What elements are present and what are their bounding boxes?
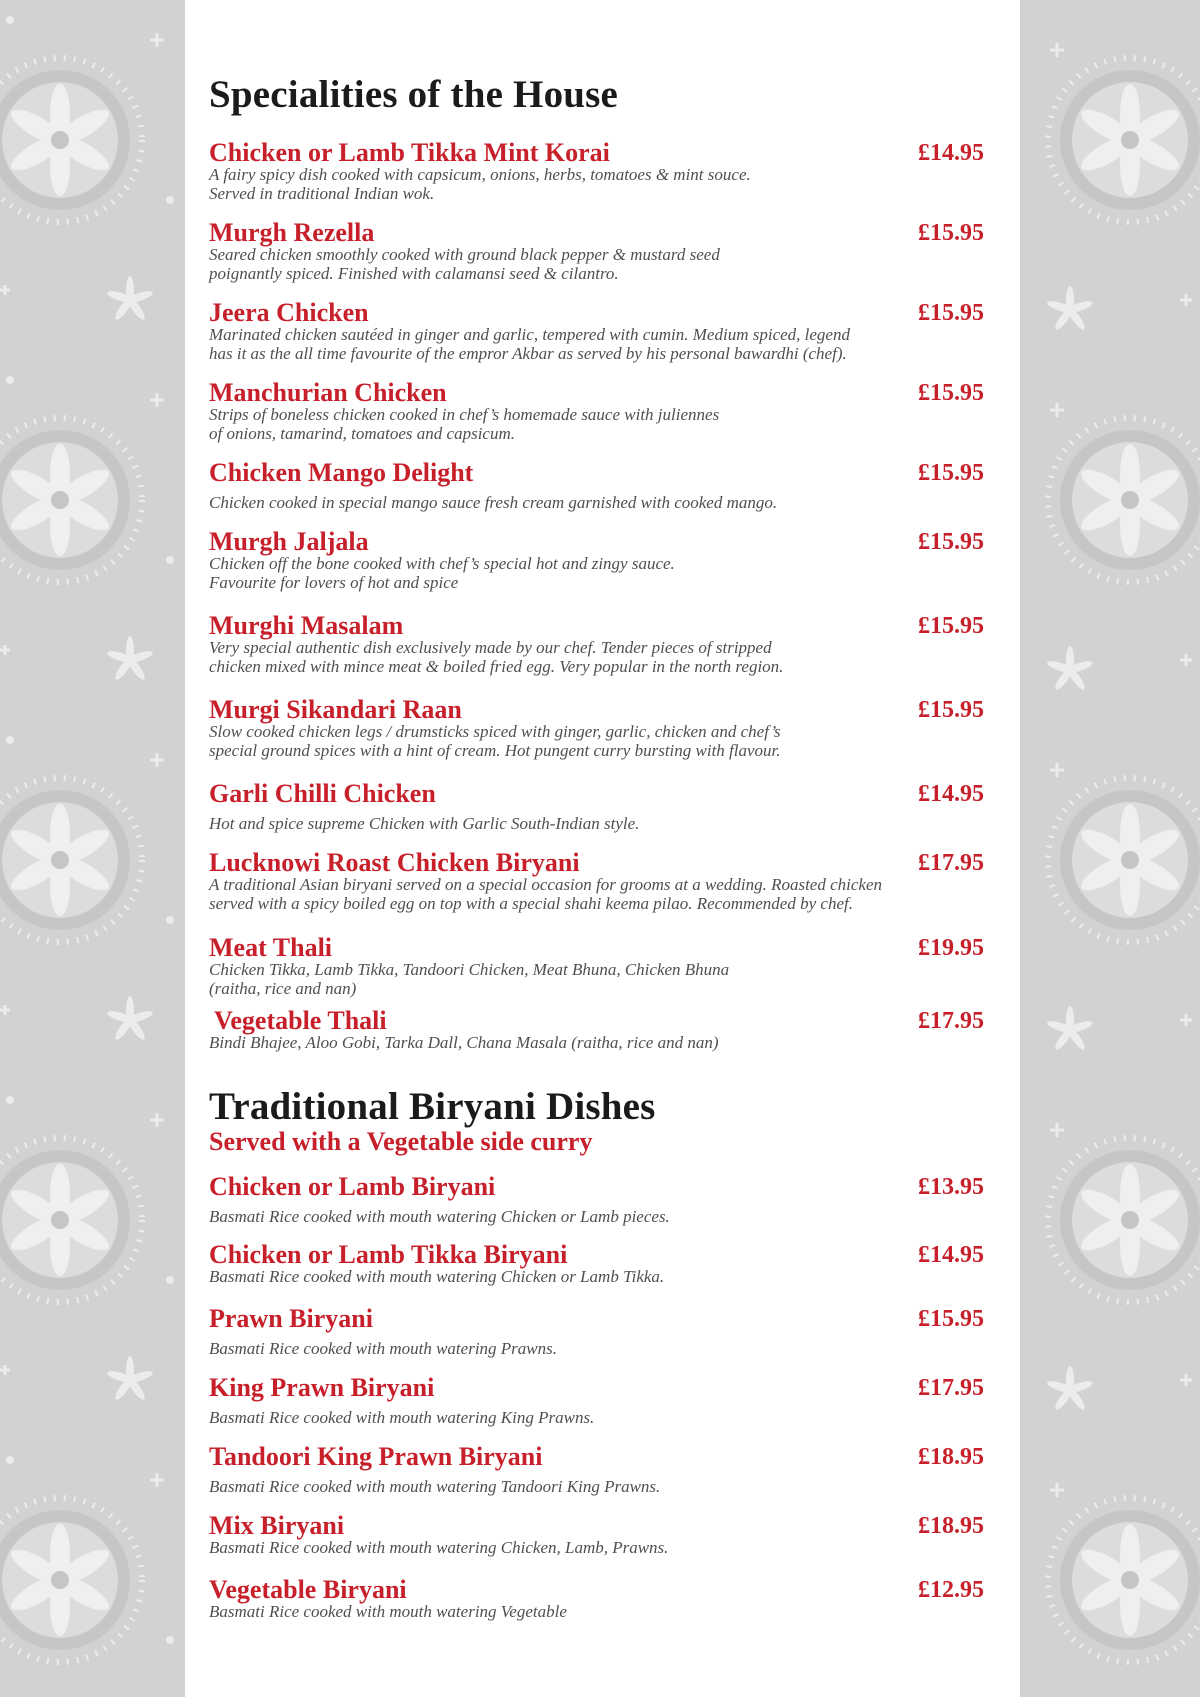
item-price: £15.95: [918, 697, 984, 723]
menu-item: [209, 1511, 984, 1557]
menu-item: [209, 1172, 984, 1226]
item-name: Chicken Mango Delight: [209, 458, 474, 487]
menu-item: [209, 527, 984, 592]
item-description: Strips of boneless chicken cooked in chef’s homemade sauce with juliennes of onions, tamarind, tomatoes and capsicum.: [209, 405, 720, 443]
item-name: Garli Chilli Chicken: [209, 779, 436, 808]
menu-item: [209, 1442, 984, 1496]
item-name: Murgi Sikandari Raan: [209, 695, 462, 724]
item-price: £15.95: [918, 300, 984, 326]
item-description: Basmati Rice cooked with mouth watering Vegetable: [209, 1602, 567, 1621]
biryani-heading: Traditional Biryani Dishes: [209, 1085, 656, 1128]
item-description: Chicken Tikka, Lamb Tikka, Tandoori Chicken, Meat Bhuna, Chicken Bhuna (raitha, rice and nan): [209, 960, 730, 998]
menu-item: [209, 779, 984, 833]
item-description: Basmati Rice cooked with mouth watering King Prawns.: [209, 1408, 595, 1427]
item-name: Tandoori King Prawn Biryani: [209, 1442, 543, 1471]
item-description: Basmati Rice cooked with mouth watering Prawns.: [209, 1339, 557, 1358]
item-price: £15.95: [918, 380, 984, 406]
item-price: £12.95: [918, 1577, 984, 1603]
item-name: Chicken or Lamb Tikka Mint Korai: [209, 138, 610, 167]
item-description: Basmati Rice cooked with mouth watering Chicken, Lamb, Prawns.: [209, 1538, 669, 1557]
menu-item: [209, 298, 984, 363]
menu-item: [209, 848, 984, 913]
menu-item: [209, 458, 984, 512]
menu-page: [185, 0, 1020, 1697]
item-name: Vegetable Thali: [214, 1006, 387, 1035]
item-price: £15.95: [918, 613, 984, 639]
item-price: £19.95: [918, 935, 984, 961]
item-price: £17.95: [918, 1375, 984, 1401]
item-price: £15.95: [918, 220, 984, 246]
item-price: £14.95: [918, 140, 984, 166]
item-description: Very special authentic dish exclusively made by our chef. Tender pieces of stripped chicken mixed with mince meat & boiled fried egg. Very popular in the north region.: [209, 638, 784, 676]
menu-item: [209, 218, 984, 283]
item-name: Manchurian Chicken: [209, 378, 447, 407]
item-price: £18.95: [918, 1513, 984, 1539]
item-name: King Prawn Biryani: [209, 1373, 435, 1402]
item-description: Hot and spice supreme Chicken with Garlic South-Indian style.: [209, 814, 640, 833]
menu-item: [209, 138, 984, 203]
item-description: Basmati Rice cooked with mouth watering Chicken or Lamb pieces.: [209, 1207, 670, 1226]
item-name: Chicken or Lamb Biryani: [209, 1172, 496, 1201]
item-description: Marinated chicken sautéed in ginger and garlic, tempered with cumin. Medium spiced, legend has it as the all time favourite of the empror Akbar as served by his personal bawardhi (chef).: [209, 325, 850, 363]
item-price: £17.95: [918, 1008, 984, 1034]
menu-item: [209, 1006, 984, 1052]
item-name: Murgh Jaljala: [209, 527, 369, 556]
item-description: Slow cooked chicken legs / drumsticks spiced with ginger, garlic, chicken and chef’s special ground spices with a hint of cream. Hot pungent curry bursting with flavour.: [209, 722, 781, 760]
menu-item: [209, 695, 984, 760]
menu-item: [209, 933, 984, 998]
item-name: Chicken or Lamb Tikka Biryani: [209, 1240, 568, 1269]
item-price: £17.95: [918, 850, 984, 876]
item-name: Mix Biryani: [209, 1511, 345, 1540]
menu-item: [209, 1373, 984, 1427]
item-description: Chicken cooked in special mango sauce fresh cream garnished with cooked mango.: [209, 493, 778, 512]
item-description: A traditional Asian biryani served on a special occasion for grooms at a wedding. Roasted chicken served with a spicy boiled egg on top with a special shahi keema pilao. Recommended by chef.: [209, 875, 883, 913]
item-name: Vegetable Biryani: [209, 1575, 407, 1604]
item-name: Meat Thali: [209, 933, 333, 962]
item-price: £15.95: [918, 1306, 984, 1332]
item-description: Chicken off the bone cooked with chef’s special hot and zingy sauce. Favourite for lovers of hot and spice: [209, 554, 675, 592]
item-price: £15.95: [918, 460, 984, 486]
item-description: Basmati Rice cooked with mouth watering Tandoori King Prawns.: [209, 1477, 661, 1496]
menu-item: [209, 378, 984, 443]
menu-item: [209, 1240, 984, 1286]
item-name: Murghi Masalam: [209, 611, 404, 640]
menu-item: [209, 1304, 984, 1358]
menu-item: [209, 1575, 984, 1621]
biryani-subheading: Served with a Vegetable side curry: [209, 1127, 593, 1156]
item-name: Murgh Rezella: [209, 218, 375, 247]
specialities-heading: Specialities of the House: [209, 73, 619, 116]
item-name: Prawn Biryani: [209, 1304, 373, 1333]
item-name: Lucknowi Roast Chicken Biryani: [209, 848, 580, 877]
item-description: Basmati Rice cooked with mouth watering Chicken or Lamb Tikka.: [209, 1267, 665, 1286]
item-price: £14.95: [918, 1242, 984, 1268]
menu-item: [209, 611, 984, 676]
item-description: Bindi Bhajee, Aloo Gobi, Tarka Dall, Chana Masala (raitha, rice and nan): [209, 1033, 719, 1052]
right-paisley-pattern: [1020, 0, 1200, 1697]
item-price: £14.95: [918, 781, 984, 807]
item-name: Jeera Chicken: [209, 298, 369, 327]
item-price: £15.95: [918, 529, 984, 555]
left-paisley-pattern: [0, 0, 185, 1697]
item-price: £18.95: [918, 1444, 984, 1470]
item-description: Seared chicken smoothly cooked with ground black pepper & mustard seed poignantly spiced. Finished with calamansi seed & cilantro.: [209, 245, 720, 283]
item-description: A fairy spicy dish cooked with capsicum, onions, herbs, tomatoes & mint souce. Served in traditional Indian wok.: [209, 165, 751, 203]
item-price: £13.95: [918, 1174, 984, 1200]
